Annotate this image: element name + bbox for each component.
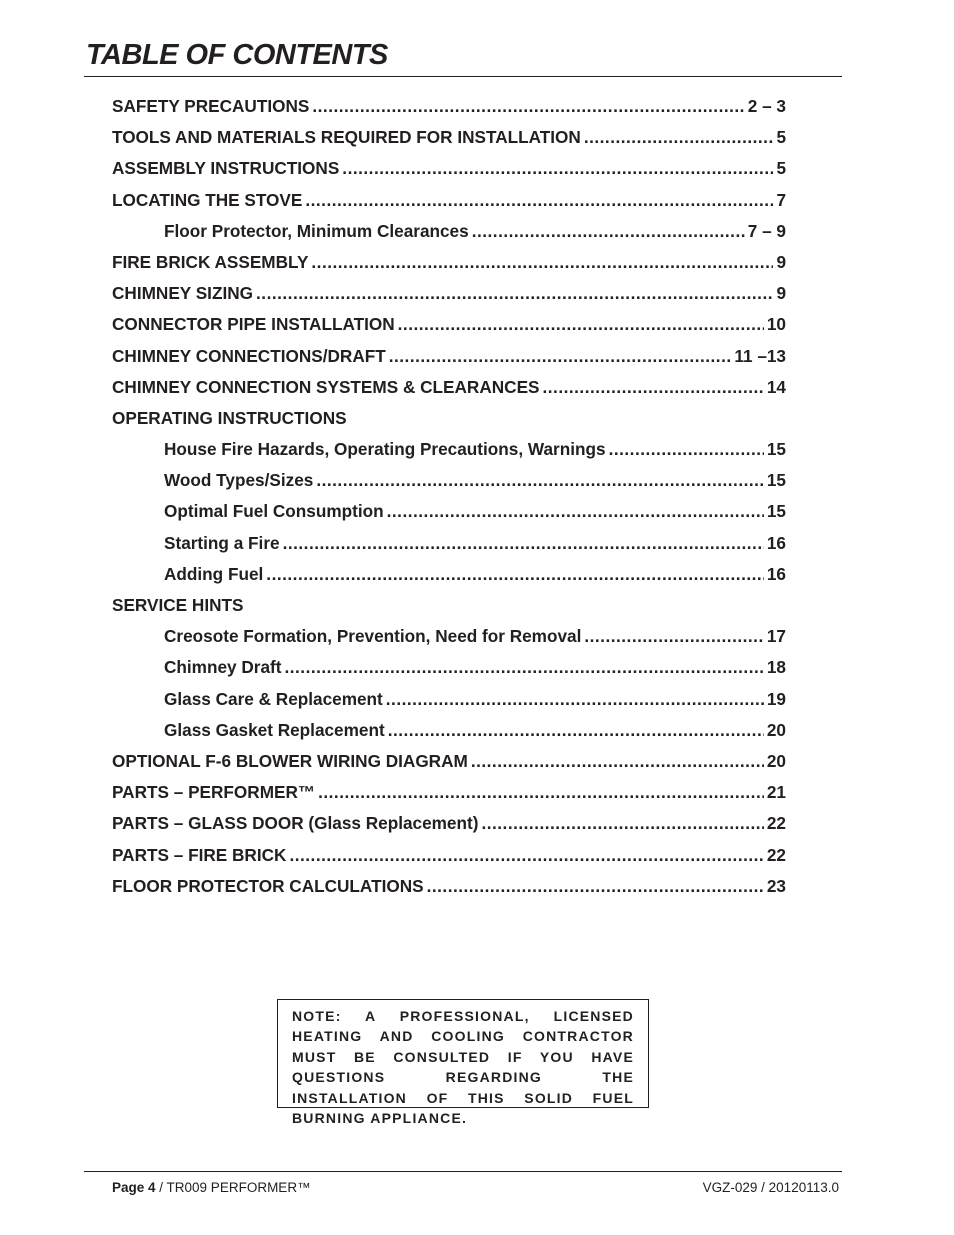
toc-entry-page: 18 [766, 657, 786, 678]
toc-dot-leader [389, 341, 732, 372]
toc-entry [112, 590, 786, 621]
toc-dot-leader [312, 91, 744, 122]
toc-entry [112, 621, 786, 652]
toc-entry-page: 21 [766, 782, 786, 803]
toc-entry-title: FIRE BRICK ASSEMBLY [112, 251, 309, 272]
toc-dot-leader [318, 777, 764, 808]
toc-entry [112, 247, 786, 278]
toc-entry-page: 7 – 9 [747, 220, 786, 241]
toc-entry-title: Floor Protector, Minimum Clearances [164, 220, 469, 241]
toc-dot-leader [387, 496, 764, 527]
toc-entry [112, 684, 786, 715]
toc-dot-leader [398, 309, 764, 340]
toc-entry-title: Glass Care & Replacement [164, 688, 383, 709]
toc-dot-leader [427, 871, 764, 902]
toc-entry [112, 216, 786, 247]
toc-dot-leader [472, 216, 745, 247]
toc-entry-title: FLOOR PROTECTOR CALCULATIONS [112, 875, 424, 896]
toc-dot-leader [311, 247, 773, 278]
toc-entry-title: OPERATING INSTRUCTIONS [112, 407, 347, 428]
toc-entry-page: 15 [766, 439, 786, 460]
toc-entry [112, 808, 786, 839]
toc-entry-title: PARTS – GLASS DOOR (Glass Replacement) [112, 813, 479, 834]
toc-entry-title: Chimney Draft [164, 657, 282, 678]
footer-divider [84, 1171, 842, 1172]
toc-entry-page: 20 [766, 719, 786, 740]
toc-entry-title: PARTS – PERFORMER™ [112, 782, 316, 803]
toc-entry-page: 15 [766, 501, 786, 522]
toc-entry-page: 15 [766, 470, 786, 491]
toc-entry [112, 153, 786, 184]
toc-entry [112, 559, 786, 590]
toc-dot-leader [481, 808, 763, 839]
toc-entry-page: 10 [766, 314, 786, 335]
toc-dot-leader [388, 715, 764, 746]
toc-entry [112, 403, 786, 434]
toc-entry-page: 7 [776, 189, 786, 210]
toc-entry-title: LOCATING THE STOVE [112, 189, 303, 210]
toc-entry [112, 372, 786, 403]
toc-dot-leader [584, 621, 764, 652]
toc-entry-title: SAFETY PRECAUTIONS [112, 96, 310, 116]
toc-entry [112, 434, 786, 465]
table-of-contents [112, 91, 786, 902]
toc-entry-title: TOOLS AND MATERIALS REQUIRED FOR INSTALLATION [112, 127, 581, 148]
toc-entry [112, 871, 786, 902]
toc-entry [112, 777, 786, 808]
toc-entry-page: 5 [776, 158, 786, 179]
toc-entry-title: Wood Types/Sizes [164, 470, 314, 491]
toc-entry-title: Creosote Formation, Prevention, Need for Removal [164, 626, 582, 647]
toc-entry-page: 16 [766, 532, 786, 553]
toc-dot-leader [584, 122, 774, 153]
toc-entry [112, 185, 786, 216]
toc-dot-leader [316, 465, 764, 496]
toc-dot-leader [266, 559, 764, 590]
toc-entry-title: Starting a Fire [164, 532, 280, 553]
toc-entry-title: Adding Fuel [164, 563, 264, 584]
toc-entry-page: 9 [776, 251, 786, 272]
toc-entry-page: 20 [766, 750, 786, 771]
toc-entry [112, 465, 786, 496]
toc-dot-leader [284, 652, 763, 683]
toc-dot-leader [342, 153, 773, 184]
title-divider [84, 76, 842, 77]
note-text: NOTE: A PROFESSIONAL, LICENSED HEATING AND COOLING CONTRACTOR MUST BE CONSULTED IF YOU HAVE QUESTIONS REGARDING THE INSTALLATION OF THIS SOLID FUEL BURNING APPLIANCE. [292, 1008, 634, 1127]
toc-dot-leader [305, 185, 773, 216]
toc-entry-title: House Fire Hazards, Operating Precautions, Warnings [164, 439, 606, 460]
footer-page-info [112, 1180, 311, 1196]
toc-entry-page: 23 [766, 875, 786, 896]
toc-entry-title: CHIMNEY CONNECTION SYSTEMS & CLEARANCES [112, 376, 540, 397]
toc-entry-title: CHIMNEY SIZING [112, 283, 254, 304]
toc-entry [112, 652, 786, 683]
toc-entry [112, 278, 786, 309]
toc-entry-title: SERVICE HINTS [112, 595, 244, 615]
toc-entry [112, 715, 786, 746]
toc-entry-title: OPTIONAL F-6 BLOWER WIRING DIAGRAM [112, 750, 468, 771]
toc-dot-leader [289, 840, 763, 871]
toc-entry-page: 19 [766, 688, 786, 709]
toc-entry-page: 14 [766, 376, 786, 397]
footer-doc-code: VGZ-029 / 20120113.0 [702, 1180, 839, 1195]
toc-entry-page: 2 – 3 [747, 96, 786, 116]
toc-entry [112, 91, 786, 122]
note-box [277, 999, 649, 1127]
toc-entry-page: 9 [776, 283, 786, 304]
footer-doc-name: / TR009 PERFORMER™ [155, 1180, 311, 1195]
toc-entry-page: 22 [766, 844, 786, 865]
footer-page-label: Page 4 [112, 1180, 156, 1195]
toc-dot-leader [543, 372, 764, 403]
toc-entry-page: 17 [766, 626, 786, 647]
toc-entry [112, 309, 786, 340]
toc-dot-leader [609, 434, 764, 465]
toc-entry-title: PARTS – FIRE BRICK [112, 844, 287, 865]
toc-entry [112, 496, 786, 527]
toc-entry [112, 528, 786, 559]
toc-dot-leader [386, 684, 764, 715]
toc-entry-page: 16 [766, 563, 786, 584]
toc-entry-title: CONNECTOR PIPE INSTALLATION [112, 314, 395, 335]
toc-dot-leader [256, 278, 773, 309]
toc-entry-title: CHIMNEY CONNECTIONS/DRAFT [112, 345, 386, 366]
toc-dot-leader [471, 746, 764, 777]
toc-entry-title: Glass Gasket Replacement [164, 719, 385, 740]
toc-entry-page: 5 [776, 127, 786, 148]
toc-dot-leader [283, 528, 764, 559]
toc-entry [112, 746, 786, 777]
toc-entry [112, 122, 786, 153]
toc-entry [112, 341, 786, 372]
toc-entry-page: 22 [766, 813, 786, 834]
toc-entry-title: ASSEMBLY INSTRUCTIONS [112, 158, 340, 179]
toc-entry [112, 840, 786, 871]
page-title: TABLE OF CONTENTS [86, 39, 388, 71]
toc-entry-title: Optimal Fuel Consumption [164, 501, 384, 522]
toc-entry-page: 11 –13 [734, 345, 786, 366]
